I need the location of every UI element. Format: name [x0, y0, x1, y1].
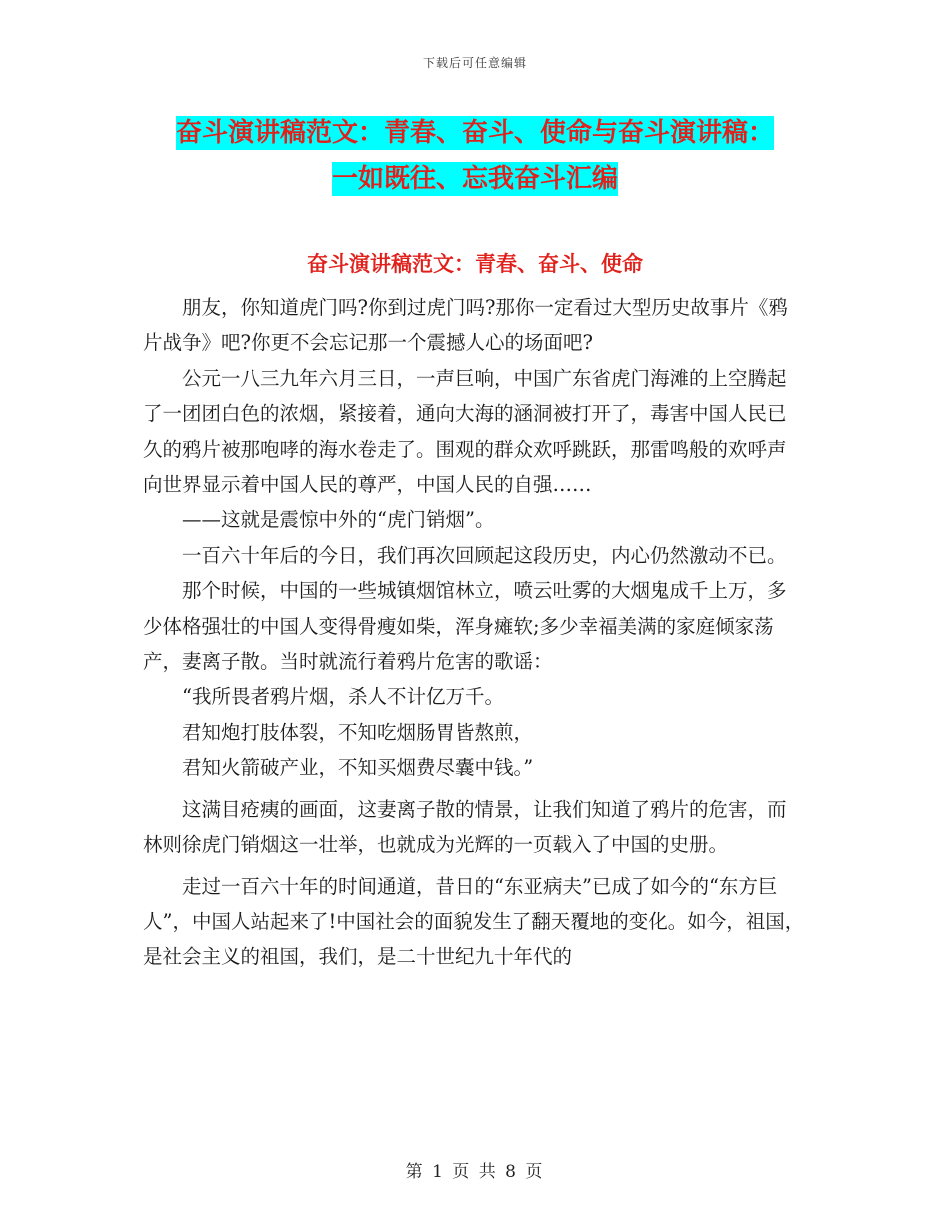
- header-note: 下载后可任意编辑: [422, 56, 527, 70]
- document-title-line-2: 一如既往、忘我奋斗汇编: [331, 164, 618, 194]
- paragraph: 君知火箭破产业，不知买烟费尽囊中钱。”: [182, 756, 534, 780]
- paragraph: 朋友，你知道虎门吗?你到过虎门吗?那你一定看过大型历史故事片《鸦片战争》吧?你更不会忘记那一个震撼人心的场面吧?: [143, 296, 788, 355]
- paragraph: 那个时候，中国的一些城镇烟馆林立，喷云吐雾的大烟鬼成千上万，多少体格强壮的中国人变得骨瘦如柴，浑身瘫软;多少幸福美满的家庭倾家荡产，妻离子散。当时就流行着鸦片危害的歌谣：: [143, 579, 787, 674]
- document-body: [143, 290, 805, 975]
- document-title: [0, 110, 950, 202]
- section-title: 奋斗演讲稿范文：青春、奋斗、使命: [307, 252, 643, 276]
- document-title-line-1: 奋斗演讲稿范文：青春、奋斗、使命与奋斗演讲稿：: [175, 118, 774, 148]
- paragraph: 公元一八三九年六月三日，一声巨响，中国广东省虎门海滩的上空腾起了一团团白色的浓烟，紧接着，通向大海的涵洞被打开了，毒害中国人民已久的鸦片被那咆哮的海水卷走了。围观的群众欢呼跳跃，那雷鸣般的欢呼声向世界显示着中国人民的尊严，中国人民的自强……: [143, 366, 787, 497]
- paragraph: “我所畏者鸦片烟，杀人不计亿万千。: [182, 685, 504, 709]
- paragraph: 一百六十年后的今日，我们再次回顾起这段历史，内心仍然激动不已。: [182, 543, 787, 567]
- paragraph: 君知炮打肢体裂，不知吃烟肠胃皆熬煎，: [182, 720, 534, 744]
- paragraph: 这满目疮痍的画面，这妻离子散的情景，让我们知道了鸦片的危害，而林则徐虎门销烟这一壮举，也就成为光辉的一页载入了中国的史册。: [143, 797, 787, 857]
- paragraph: ——这就是震惊中外的“虎门销烟”。: [182, 508, 495, 532]
- paragraph: 走过一百六十年的时间通道，昔日的“东亚病夫”已成了如今的“东方巨人”，中国人站起来了!中国社会的面貌发生了翻天覆地的变化。如今，祖国，是社会主义的祖国，我们，是二十世纪九十年代的: [143, 874, 805, 969]
- page-footer: 第 1 页 共 8 页: [405, 1162, 545, 1182]
